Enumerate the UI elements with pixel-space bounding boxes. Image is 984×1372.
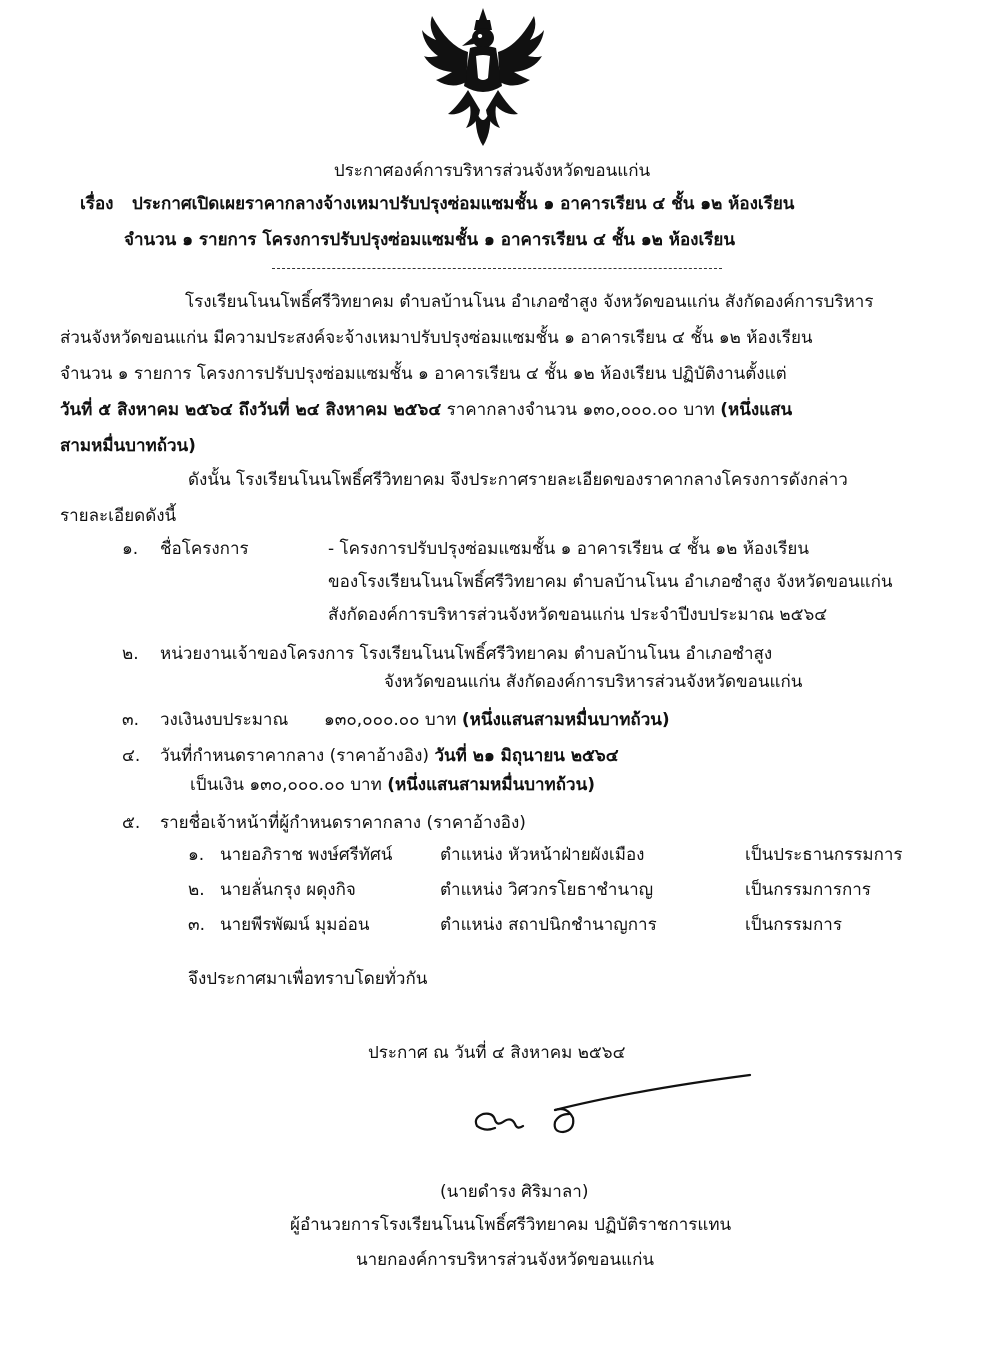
header-divider [272, 268, 722, 269]
committee-row-name: นายอภิราช พงษ์ศรีทัศน์ [220, 845, 393, 865]
item3-label: วงเงินงบประมาณ [160, 710, 289, 730]
committee-row-role: เป็นกรรมการการ [745, 880, 871, 900]
para2-line2: รายละเอียดดังนี้ [60, 506, 177, 526]
para1-line2: ส่วนจังหวัดขอนแก่น มีความประสงค์จะจ้างเหมาปรับปรุงซ่อมแซมชั้น ๑ อาคารเรียน ๔ ชั้น ๑๒ ห้องเรียน [60, 328, 813, 348]
item1-line1: - โครงการปรับปรุงซ่อมแซมชั้น ๑ อาคารเรียน ๔ ชั้น ๑๒ ห้องเรียน [328, 539, 809, 559]
median-price: ราคากลางจำนวน ๑๓๐,๐๐๐.๐๐ บาท [446, 400, 715, 420]
signatory-name: (นายดำรง ศิริมาลา) [440, 1182, 589, 1202]
para1-line4 [60, 399, 792, 421]
committee-row-num: ๒. [188, 880, 205, 900]
signatory-title: ผู้อำนวยการโรงเรียนโนนโพธิ์ศรีวิทยาคม ปฏิบัติราชการแทน [290, 1215, 732, 1235]
item4-line2 [190, 774, 595, 796]
para2-line1: ดังนั้น โรงเรียนโนนโพธิ์ศรีวิทยาคม จึงประกาศรายละเอียดของราคากลางโครงการดังกล่าว [188, 470, 848, 490]
announcement-org-title: ประกาศองค์การบริหารส่วนจังหวัดขอนแก่น [333, 161, 651, 181]
committee-row-name: นายลั่นกรุง ผดุงกิจ [220, 880, 356, 900]
item1-number: ๑. [122, 539, 139, 559]
item5-label: รายชื่อเจ้าหน้าที่ผู้กำหนดราคากลาง (ราคาอ้างอิง) [160, 813, 526, 833]
item4-amount: เป็นเงิน ๑๓๐,๐๐๐.๐๐ บาท [190, 775, 382, 795]
item1-line2: ของโรงเรียนโนนโพธิ์ศรีวิทยาคม ตำบลบ้านโนน อำเภอซำสูง จังหวัดขอนแก่น [328, 572, 893, 592]
committee-row-position: ตำแหน่ง วิศวกรโยธาชำนาญ [440, 880, 654, 900]
committee-row-role: เป็นกรรมการ [745, 915, 842, 935]
item2-line2: จังหวัดขอนแก่น สังกัดองค์การบริหารส่วนจังหวัดขอนแก่น [384, 672, 803, 692]
item4-date: วันที่ ๒๑ มิถุนายน ๒๕๖๔ [434, 746, 619, 766]
committee-row-name: นายพีรพัฒน์ มุมอ่อน [220, 915, 370, 935]
item4-line1 [160, 745, 619, 767]
handwritten-signature-icon [455, 1070, 755, 1160]
signatory-title-line2: นายกองค์การบริหารส่วนจังหวัดขอนแก่น [356, 1250, 654, 1270]
item4-label: วันที่กำหนดราคากลาง (ราคาอ้างอิง) [160, 746, 430, 766]
subject-label: เรื่อง [80, 194, 114, 214]
budget-amount: ๑๓๐,๐๐๐.๐๐ บาท [324, 710, 457, 730]
committee-row-num: ๑. [188, 845, 205, 865]
para1-line3: จำนวน ๑ รายการ โครงการปรับปรุงซ่อมแซมชั้น ๑ อาคารเรียน ๔ ชั้น ๑๒ ห้องเรียน ปฏิบัติงานตั้งแต่ [60, 364, 787, 384]
subject-text-line2: จำนวน ๑ รายการ โครงการปรับปรุงซ่อมแซมชั้น ๑ อาคารเรียน ๔ ชั้น ๑๒ ห้องเรียน [124, 230, 735, 250]
item2-line1: หน่วยงานเจ้าของโครงการ โรงเรียนโนนโพธิ์ศรีวิทยาคม ตำบลบ้านโนน อำเภอซำสูง [160, 644, 773, 664]
announcement-date: ประกาศ ณ วันที่ ๔ สิงหาคม ๒๕๖๔ [368, 1043, 626, 1063]
item1-label: ชื่อโครงการ [160, 539, 249, 559]
committee-row-num: ๓. [188, 915, 206, 935]
committee-row-position: ตำแหน่ง หัวหน้าฝ่ายผังเมือง [440, 845, 645, 865]
item2-number: ๒. [122, 644, 139, 664]
para1-line1: โรงเรียนโนนโพธิ์ศรีวิทยาคม ตำบลบ้านโนน อำเภอซำสูง จังหวัดขอนแก่น สังกัดองค์การบริหาร [185, 292, 874, 312]
budget-words: (หนึ่งแสนสามหมื่นบาทถ้วน) [461, 710, 670, 730]
committee-row-role: เป็นประธานกรรมการ [745, 845, 903, 865]
item3-number: ๓. [122, 710, 140, 730]
item5-number: ๕. [122, 813, 141, 833]
period-dates: วันที่ ๕ สิงหาคม ๒๕๖๔ ถึงวันที่ ๒๔ สิงหาคม ๒๕๖๔ [60, 400, 442, 420]
para1-line5: สามหมื่นบาทถ้วน) [60, 436, 196, 456]
item3-amount [324, 709, 670, 731]
committee-row-position: ตำแหน่ง สถาปนิกชำนาญการ [440, 915, 657, 935]
item4-words: (หนึ่งแสนสามหมื่นบาทถ้วน) [387, 775, 595, 795]
closing-notice: จึงประกาศมาเพื่อทราบโดยทั่วกัน [188, 969, 428, 989]
item4-number: ๔. [122, 746, 141, 766]
median-price-words-start: (หนึ่งแสน [720, 400, 793, 420]
garuda-emblem-icon [418, 6, 548, 148]
item1-line3: สังกัดองค์การบริหารส่วนจังหวัดขอนแก่น ประจำปีงบประมาณ ๒๕๖๔ [328, 605, 828, 625]
subject-text: ประกาศเปิดเผยราคากลางจ้างเหมาปรับปรุงซ่อมแซมชั้น ๑ อาคารเรียน ๔ ชั้น ๑๒ ห้องเรียน [132, 194, 795, 214]
